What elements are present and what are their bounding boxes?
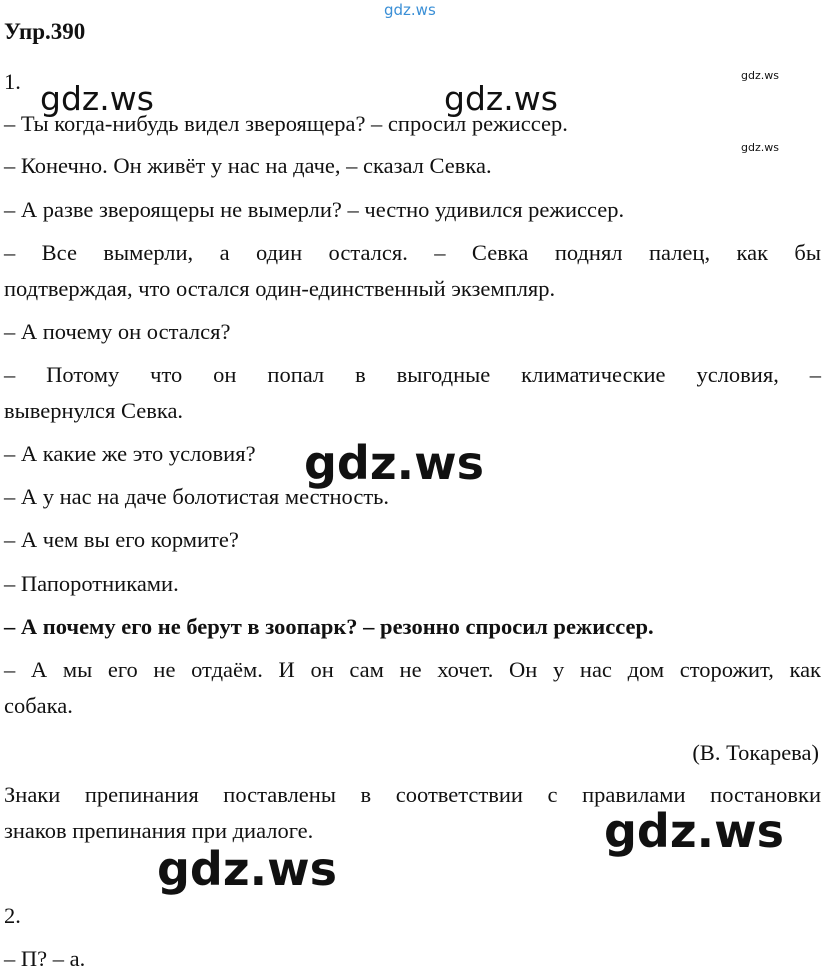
conclusion-line: Знаки препинания поставлены в соответствии с правилами постановки bbox=[4, 782, 821, 807]
dialogue-line: – Все вымерли, а один остался. – Севка поднял палец, как бы bbox=[4, 240, 821, 265]
dialogue-line: – Ты когда-нибудь видел звероящера? – спросил режиссер. bbox=[4, 111, 568, 136]
dialogue-line: – А разве звероящеры не вымерли? – честно удивился режиссер. bbox=[4, 197, 625, 222]
dialogue-line: – Конечно. Он живёт у нас на даче, – сказал Севка. bbox=[4, 153, 492, 178]
watermark-2: gdz.ws bbox=[444, 79, 558, 118]
author-attribution: (В. Токарева) bbox=[692, 740, 819, 765]
watermark-top: gdz.ws bbox=[384, 1, 436, 19]
section-2-number: 2. bbox=[4, 903, 21, 928]
watermark-1: gdz.ws bbox=[40, 79, 154, 118]
watermark-small-2: gdz.ws bbox=[741, 141, 779, 154]
watermark-3: gdz.ws bbox=[304, 436, 484, 490]
conclusion-line: знаков препинания при диалоге. bbox=[4, 818, 314, 843]
dialogue-line: подтверждая, что остался один-единственный экземпляр. bbox=[4, 276, 556, 301]
dialogue-line-bold: – А почему его не берут в зоопарк? – резонно спросил режиссер. bbox=[4, 614, 654, 639]
dialogue-line: – А чем вы его кормите? bbox=[4, 527, 239, 552]
section-1-number: 1. bbox=[4, 69, 21, 94]
exercise-title: Упр.390 bbox=[4, 19, 86, 44]
dialogue-line: – А у нас на даче болотистая местность. bbox=[4, 484, 390, 509]
dialogue-line: – А какие же это условия? bbox=[4, 441, 256, 466]
dialogue-line: собака. bbox=[4, 693, 73, 718]
watermark-4: gdz.ws bbox=[604, 804, 784, 858]
dialogue-line: вывернулся Севка. bbox=[4, 398, 184, 423]
dialogue-line: – Папоротниками. bbox=[4, 571, 179, 596]
watermark-5: gdz.ws bbox=[157, 842, 337, 896]
watermark-small-1: gdz.ws bbox=[741, 69, 779, 82]
dialogue-line: – А почему он остался? bbox=[4, 319, 231, 344]
dialogue-line: – А мы его не отдаём. И он сам не хочет. Он у нас дом сторожит, как bbox=[4, 657, 821, 682]
section-2-scheme: – П? – а. bbox=[4, 946, 86, 971]
dialogue-line: – Потому что он попал в выгодные климатические условия, – bbox=[4, 362, 821, 387]
